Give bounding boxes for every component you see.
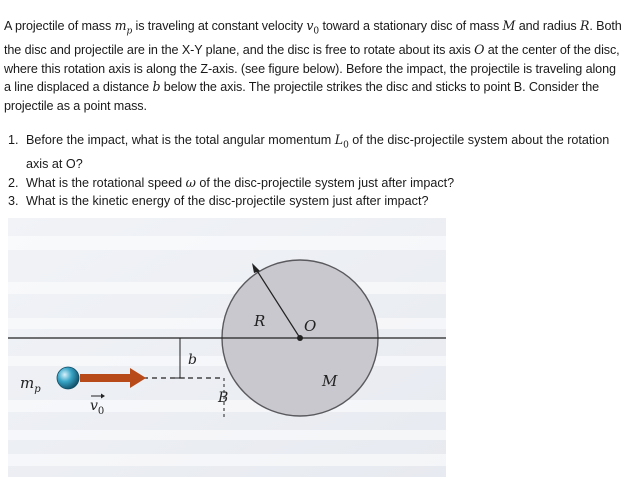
label-mp: $m_p$ — [20, 374, 41, 395]
velocity-arrow — [80, 374, 132, 382]
question-list — [8, 131, 618, 211]
projectile-ball — [57, 367, 79, 389]
disc-projectile-figure — [8, 218, 446, 477]
mass-symbol: $m_p$ — [114, 18, 133, 37]
angular-momentum-symbol: $L_0$ — [334, 132, 349, 151]
problem-text: . Both the disc and projectile are in the X-Y plane, and the disc is free to rotate about its axis — [4, 19, 622, 58]
problem-text: toward a stationary disc of mass — [319, 19, 503, 33]
label-M: M — [322, 372, 338, 390]
problem-text: at the center of the disc, where this rotation axis is along the Z-axis. (see figure below). Before the impact, the projectile is traveling along a line displaced a distance — [4, 43, 620, 95]
radius-symbol: R — [579, 18, 590, 33]
problem-statement — [4, 17, 623, 115]
question-item: 1. Before the impact, what is the total angular momentum $L_0$ of the disc-projectile system about the rotation axis at O? — [8, 132, 610, 172]
label-R: R — [254, 312, 266, 330]
problem-text: is traveling at constant velocity — [132, 19, 307, 33]
label-v0: $v_0$ — [90, 398, 105, 417]
disc-mass-symbol: M — [502, 18, 516, 33]
omega-symbol: ω — [185, 174, 196, 190]
question-item: 2. What is the rotational speed ω of the disc-projectile system just after impact? — [8, 174, 618, 193]
label-B: B — [218, 390, 229, 406]
velocity-symbol: $v_0$ — [306, 18, 320, 37]
question-number: 1. — [8, 133, 19, 147]
problem-text: A projectile of mass — [4, 19, 115, 33]
problem-text: below the axis. The projectile strikes the disc and sticks to point B. Consider the projectile as a point mass. — [4, 80, 600, 113]
question-number: 3. — [8, 194, 19, 209]
label-b: b — [188, 352, 197, 368]
problem-text: and radius — [515, 19, 580, 33]
label-O: O — [304, 317, 317, 335]
question-item: 3. What is the kinetic energy of the disc-projectile system just after impact? — [8, 192, 618, 211]
axis-symbol: O — [474, 42, 485, 58]
figure-svg — [8, 218, 446, 477]
distance-symbol: b — [152, 79, 161, 95]
question-number: 2. — [8, 175, 19, 190]
